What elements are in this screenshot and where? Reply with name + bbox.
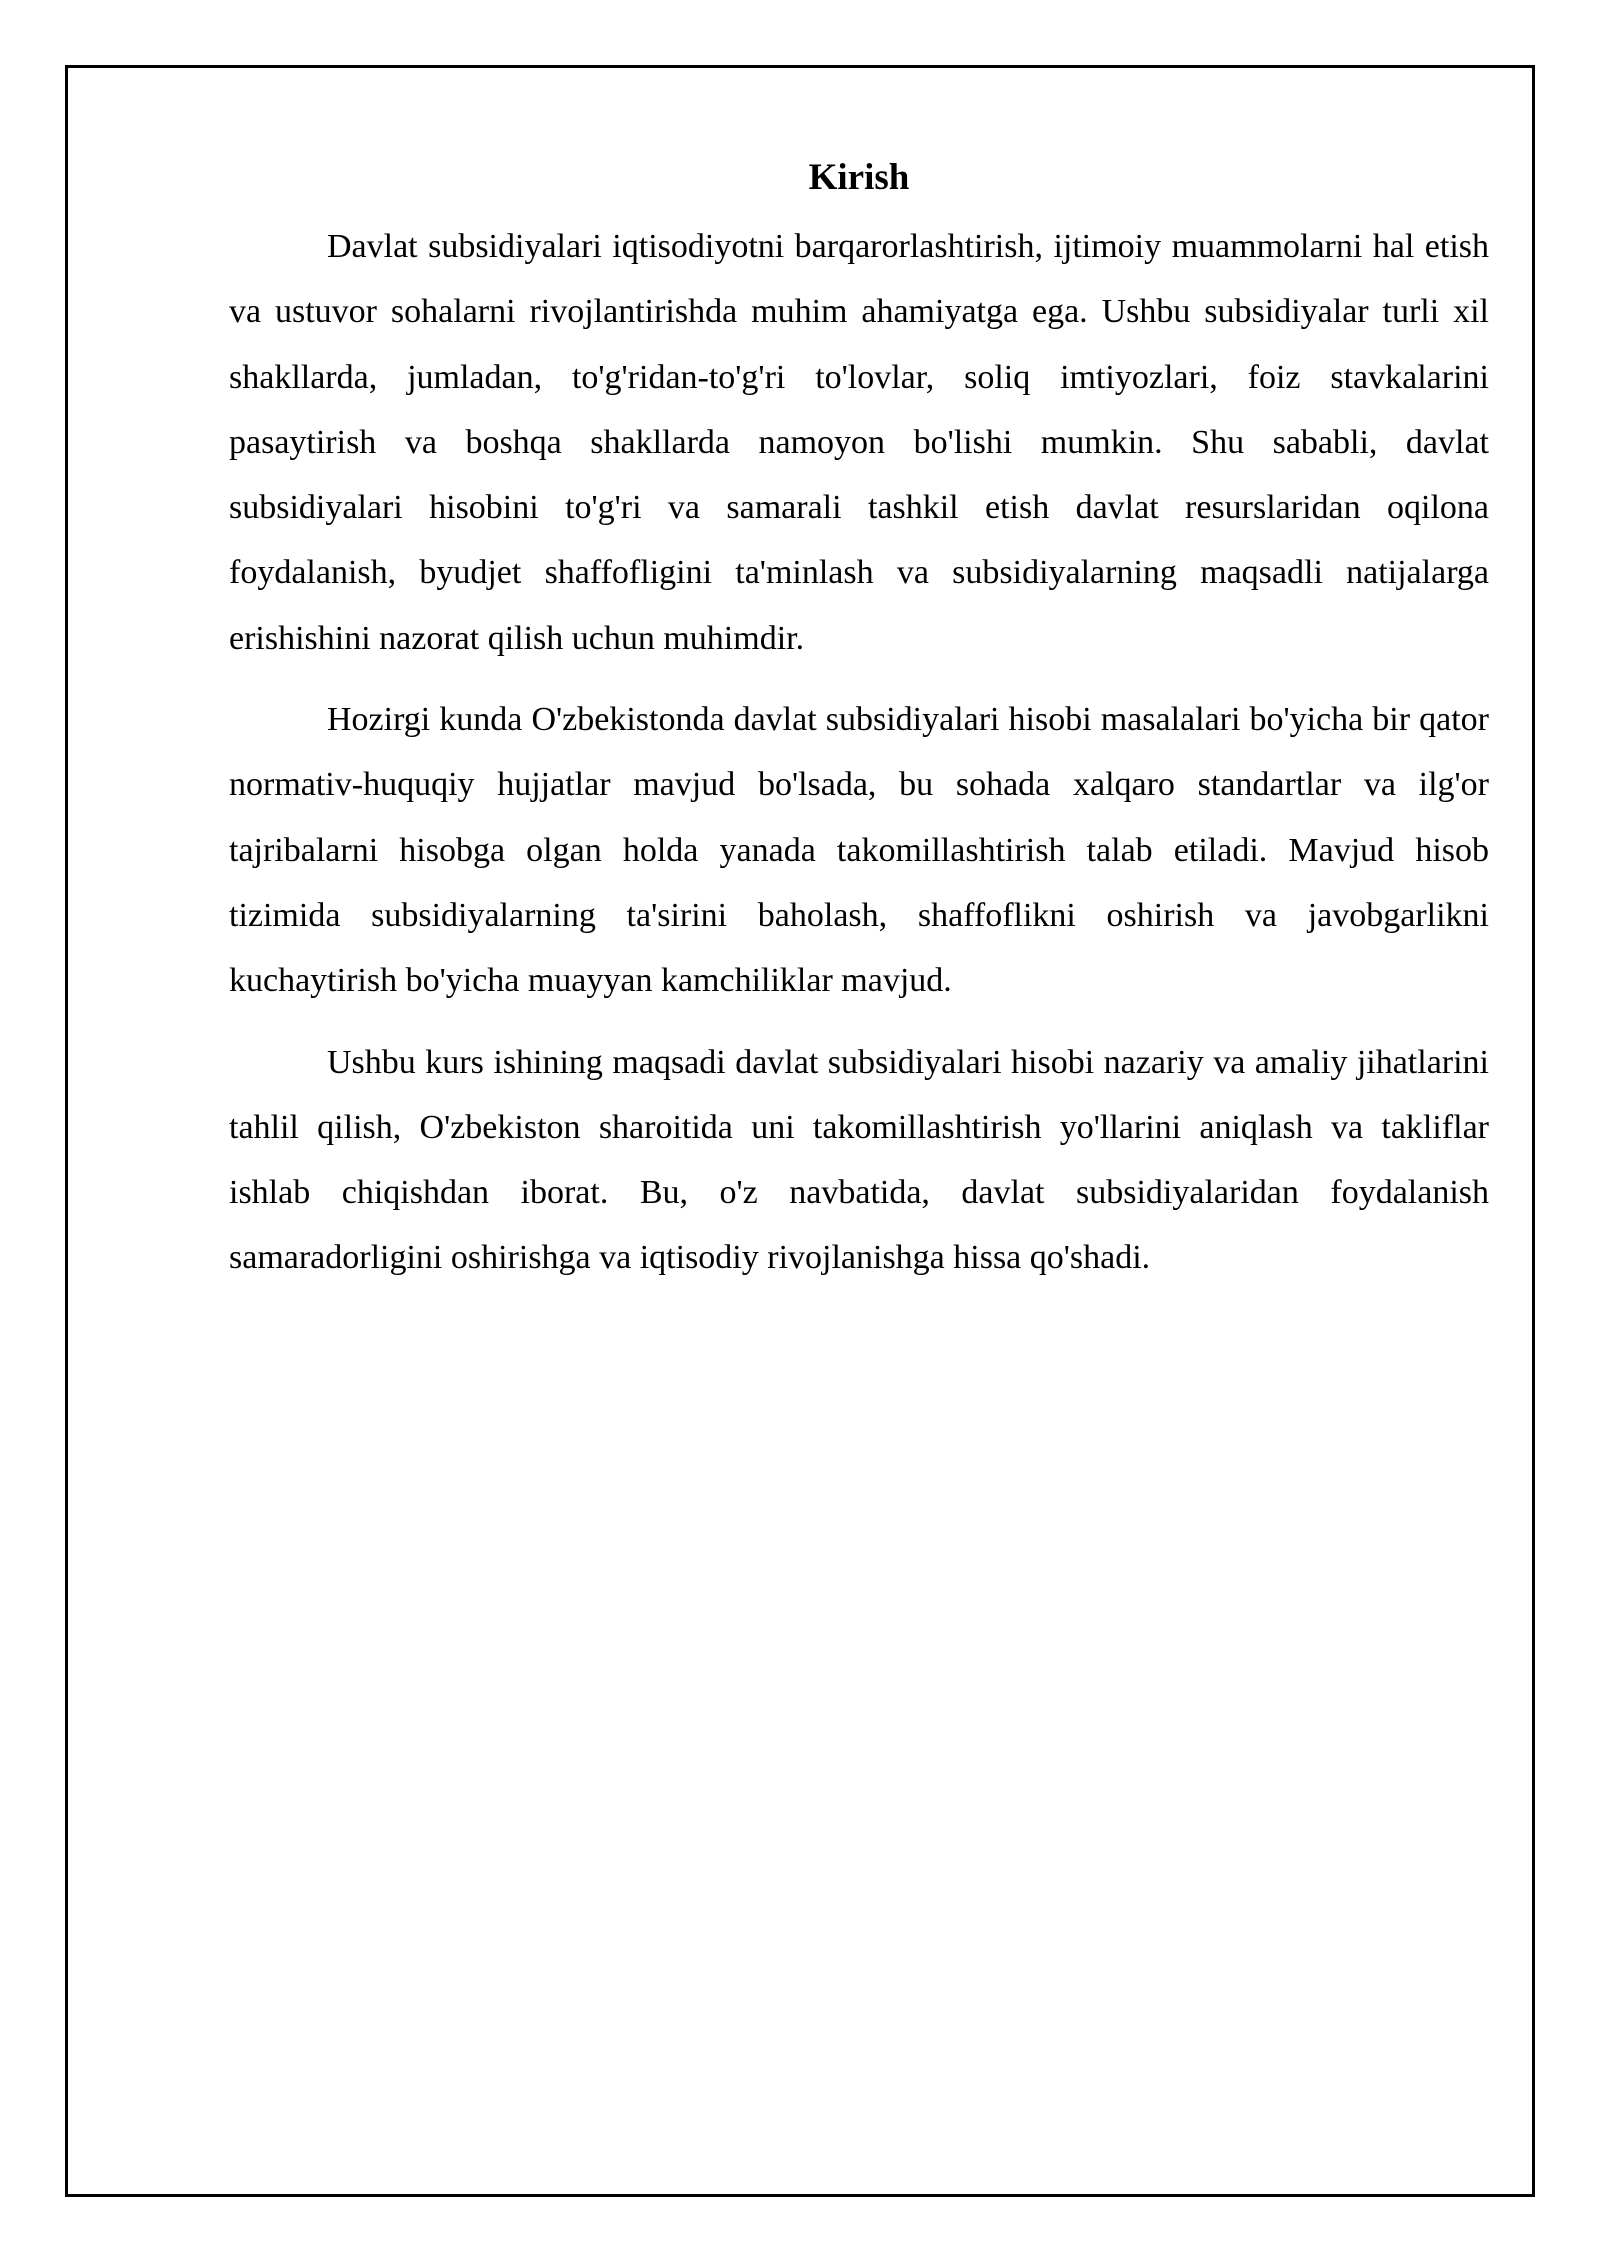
- page-title: Kirish: [808, 157, 910, 198]
- document-body: [229, 150, 1489, 1307]
- paragraph-3: Ushbu kurs ishining maqsadi davlat subsidiyalari hisobi nazariy va amaliy jihatlarini tahlil qilish, O'zbekiston sharoitida uni takomillashtirish yo'llarini aniqlash va takliflar ishlab chiqishdan iborat. Bu, o'z navbatida, davlat subsidiyalaridan foydalanish samaradorligini oshirishga va iqtisodiy rivojlanishga hissa qo'shadi.: [229, 1043, 1489, 1277]
- paragraph-2: Hozirgi kunda O'zbekistonda davlat subsidiyalari hisobi masalalari bo'yicha bir qator normativ-huquqiy hujjatlar mavjud bo'lsada, bu sohada xalqaro standartlar va ilg'or tajribalarni hisobga olgan holda yanada takomillashtirish talab etiladi. Mavjud hisob tizimida subsidiyalarning ta'sirini baholash, shaffoflikni oshirish va javobgarlikni kuchaytirish bo'yicha muayyan kamchiliklar mavjud.: [229, 701, 1489, 1000]
- paragraph-1: Davlat subsidiyalari iqtisodiyotni barqarorlashtirish, ijtimoiy muammolarni hal etish va ustuvor sohalarni rivojlantirishda muhim ahamiyatga ega. Ushbu subsidiyalar turli xil shakllarda, jumladan, to'g'ridan-to'g'ri to'lovlar, soliq imtiyozlari, foiz stavkalarini pasaytirish va boshqa shakllarda namoyon bo'lishi mumkin. Shu sababli, davlat subsidiyalari hisobini to'g'ri va samarali tashkil etish davlat resurslaridan oqilona foydalanish, byudjet shaffofligini ta'minlash va subsidiyalarning maqsadli natijalarga erishishini nazorat qilish uchun muhimdir.: [229, 228, 1489, 657]
